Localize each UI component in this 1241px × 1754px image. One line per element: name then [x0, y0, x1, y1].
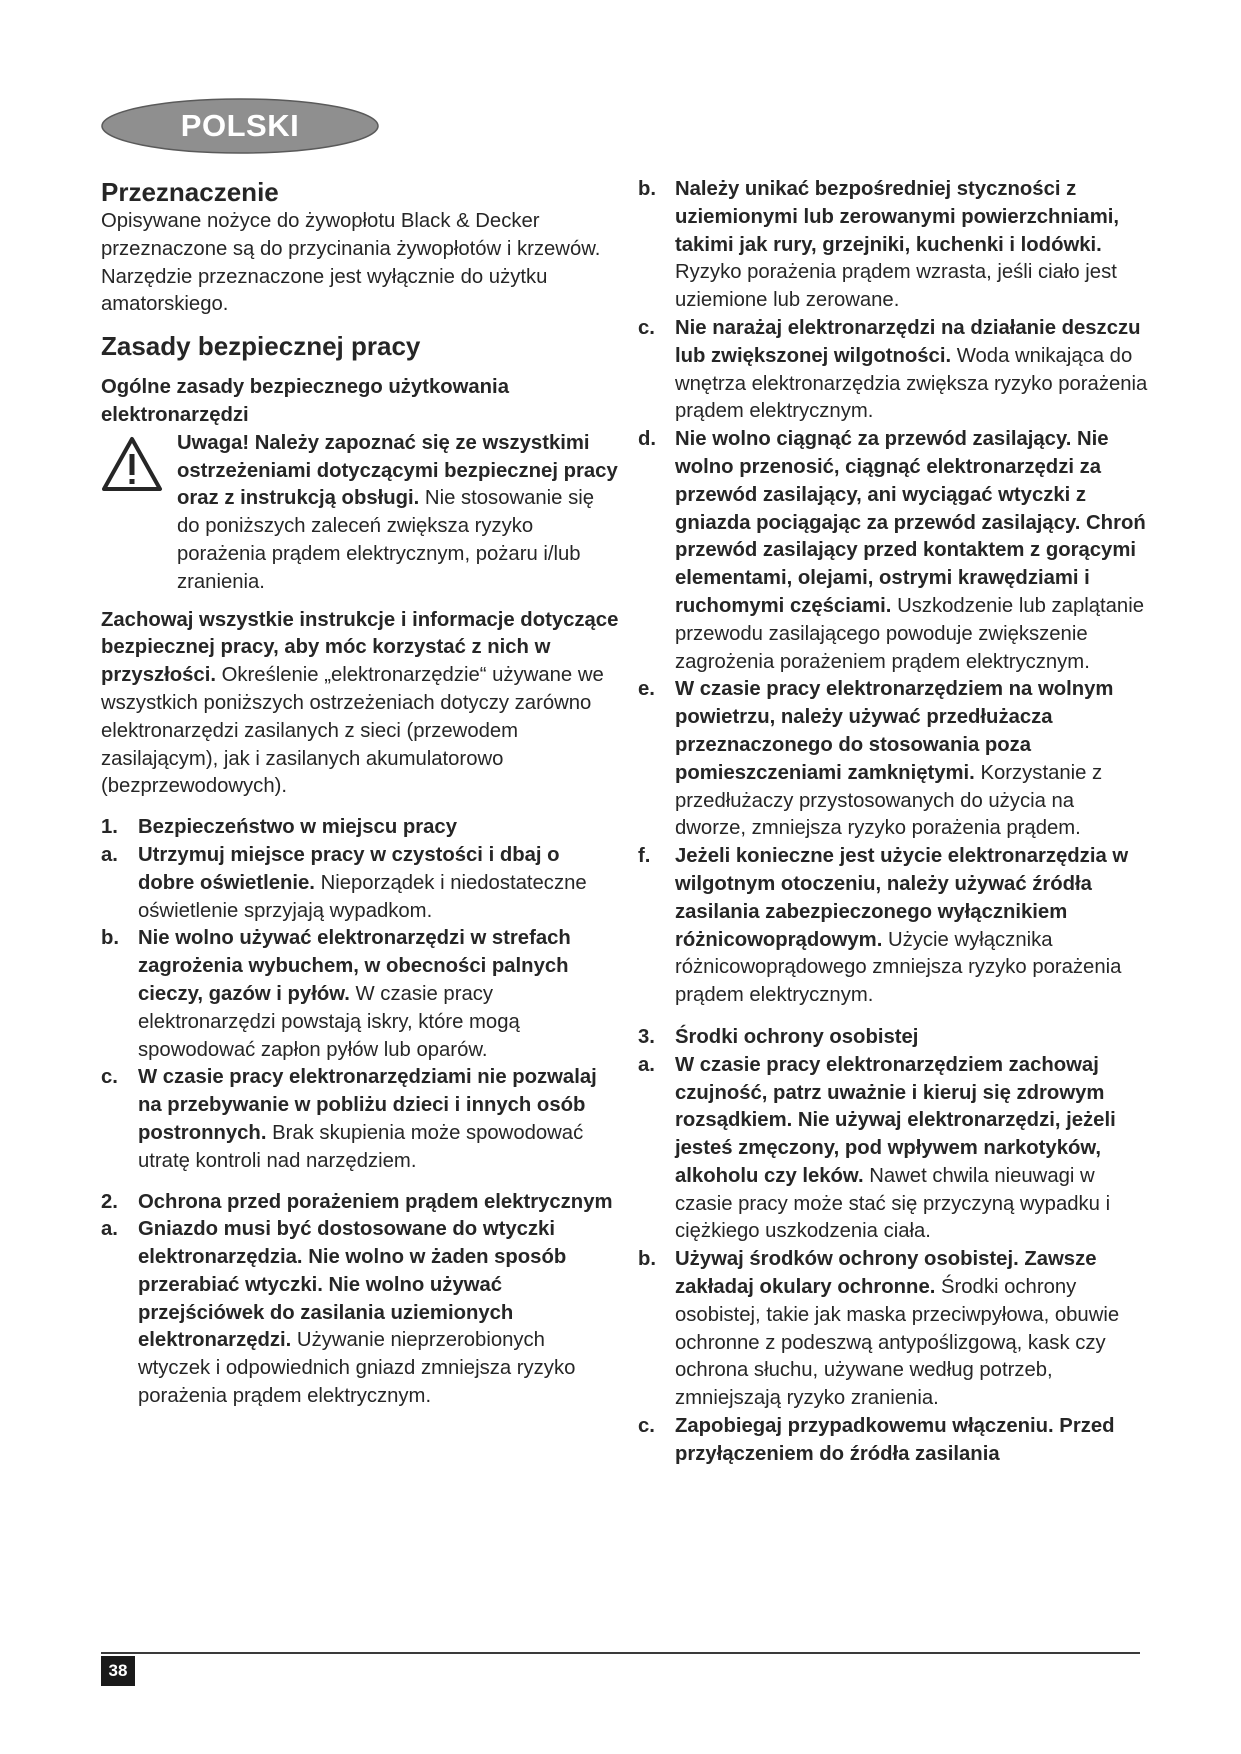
language-label: POLSKI	[180, 108, 300, 143]
section-2-heading: 2. Ochrona przed porażeniem prądem elektrycznym	[101, 1190, 613, 1213]
left-column	[101, 176, 621, 1411]
warning-paragraph: Uwaga! Należy zapoznać się ze wszystkimi ostrzeżeniami dotyczącymi bezpiecznej pracy oraz z instrukcją obsługi. Nie stosowanie się do poniższych zaleceń zwiększa ryzyko porażenia prądem elektrycznym, pożaru i/lub zranienia.	[177, 431, 618, 593]
item-2c: c. Nie narażaj elektronarzędzi na działanie deszczu lub zwiększonej wilgotności. Woda wnikająca do wnętrza elektronarzędzia zwiększa ryzyko porażenia prądem elektrycznym.	[638, 316, 1148, 423]
item-3c: c. Zapobiegaj przypadkowemu włączeniu. Przed przyłączeniem do źródła zasilania	[638, 1415, 1115, 1465]
right-column	[638, 176, 1148, 1469]
item-2d: d. Nie wolno ciągnąć za przewód zasilający. Nie wolno przenosić, ciągnąć elektronarzędzi za przewód zasilający, ani wyciągać wtyczki z gniazda pociągając za przewód zasilający. Chroń przewód zasilający przed kontaktem z gorącymi elementami, olejami, ostrymi krawędziami i ruchomymi częściami. Uszkodzenie lub zaplątanie przewodu zasilającego powoduje zwiększenie zagrożenia porażeniem prądem elektrycznym.	[638, 428, 1146, 673]
item-2b: b. Należy unikać bezpośredniej styczności z uziemionymi lub zerowanymi powierzchniami, takimi jak rury, grzejniki, kuchenki i lodówki. Ryzyko porażenia prądem wzrasta, jeśli ciało jest uziemione lub zerowane.	[638, 178, 1120, 312]
warning-triangle-icon	[101, 436, 163, 492]
item-1b: b. Nie wolno używać elektronarzędzi w strefach zagrożenia wybuchem, w obecności palnych cieczy, gazów i pyłów. W czasie pracy elektronarzędzi powstają iskry, które mogą spowodować zapłon pyłów lub oparów.	[101, 927, 571, 1061]
safety-title: Zasady bezpiecznej pracy	[101, 331, 421, 362]
language-badge	[100, 98, 380, 154]
intended-use-title: Przeznaczenie	[101, 177, 279, 207]
item-1a: a. Utrzymuj miejsce pracy w czystości i dbaj o dobre oświetlenie. Nieporządek i niedostateczne oświetlenie sprzyjają wypadkom.	[101, 843, 587, 922]
item-2a: a. Gniazdo musi być dostosowane do wtyczki elektronarzędzia. Nie wolno w żaden sposób przerabiać wtyczki. Nie wolno używać przejściówek do zasilania uziemionych elektronarzędzi. Używanie nieprzerobionych wtyczek i odpowiednich gniazd zmniejsza ryzyko porażenia prądem elektrycznym.	[101, 1218, 576, 1408]
item-2f: f. Jeżeli konieczne jest użycie elektronarzędzia w wilgotnym otoczeniu, należy używać źródła zasilania zabezpieczonego wyłącznikiem różnicowoprądowym. Użycie wyłącznika różnicowoprądowego zmniejsza ryzyko porażenia prądem elektrycznym.	[638, 845, 1129, 1007]
item-1c: c. W czasie pracy elektronarzędziami nie pozwalaj na przebywanie w pobliżu dzieci i innych osób postronnych. Brak skupienia może spowodować utratę kontroli nad narzędziem.	[101, 1066, 597, 1172]
general-safety-title: Ogólne zasady bezpiecznego użytkowania elektronarzędzi	[101, 376, 509, 426]
item-3a: a. W czasie pracy elektronarzędziem zachowaj czujność, patrz uważnie i kieruj się zdrowym rozsądkiem. Nie używaj elektronarzędzi, jeżeli jesteś zmęczony, pod wpływem narkotyków, alkoholu czy leków. Nawet chwila nieuwagi w czasie pracy może stać się przyczyną wypadku i ciężkiego uszkodzenia ciała.	[638, 1053, 1116, 1243]
item-2e: e. W czasie pracy elektronarzędziem na wolnym powietrzu, należy używać przedłużacza przeznaczonego do stosowania poza pomieszczeniami zamkniętymi. Korzystanie z przedłużaczy przystosowanych do użycia na dworze, zmniejsza ryzyko porażenia prądem.	[638, 678, 1114, 840]
section-1-heading: 1. Bezpieczeństwo w miejscu pracy	[101, 816, 457, 839]
item-3b: b. Używaj środków ochrony osobistej. Zawsze zakładaj okulary ochronne. Środki ochrony osobistej, takie jak maska przeciwpyłowa, obuwie ochronne z podeszwą antypoślizgową, kask czy ochrona słuchu, używane według potrzeb, zmniejszają ryzyko zranienia.	[638, 1248, 1120, 1410]
keep-instructions-paragraph: Zachowaj wszystkie instrukcje i informacje dotyczące bezpiecznej pracy, aby móc korzystać z nich w przyszłości. Określenie „elektronarzędzie“ używane we wszystkich poniższych ostrzeżeniach dotyczy zarówno elektronarzędzi zasilanych z sieci (przewodem zasilającym), jak i zasilanych akumulatorowo (bezprzewodowych).	[101, 608, 619, 798]
section-3-heading: 3. Środki ochrony osobistej	[638, 1025, 919, 1048]
footer-divider	[101, 1652, 1140, 1654]
page-number: 38	[101, 1656, 135, 1686]
intended-use-text: Opisywane nożyce do żywopłotu Black & Decker przeznaczone są do przycinania żywopłotów i krzewów. Narzędzie przeznaczone jest wyłącznie do użytku amatorskiego.	[101, 210, 601, 316]
warning-block	[101, 430, 621, 597]
